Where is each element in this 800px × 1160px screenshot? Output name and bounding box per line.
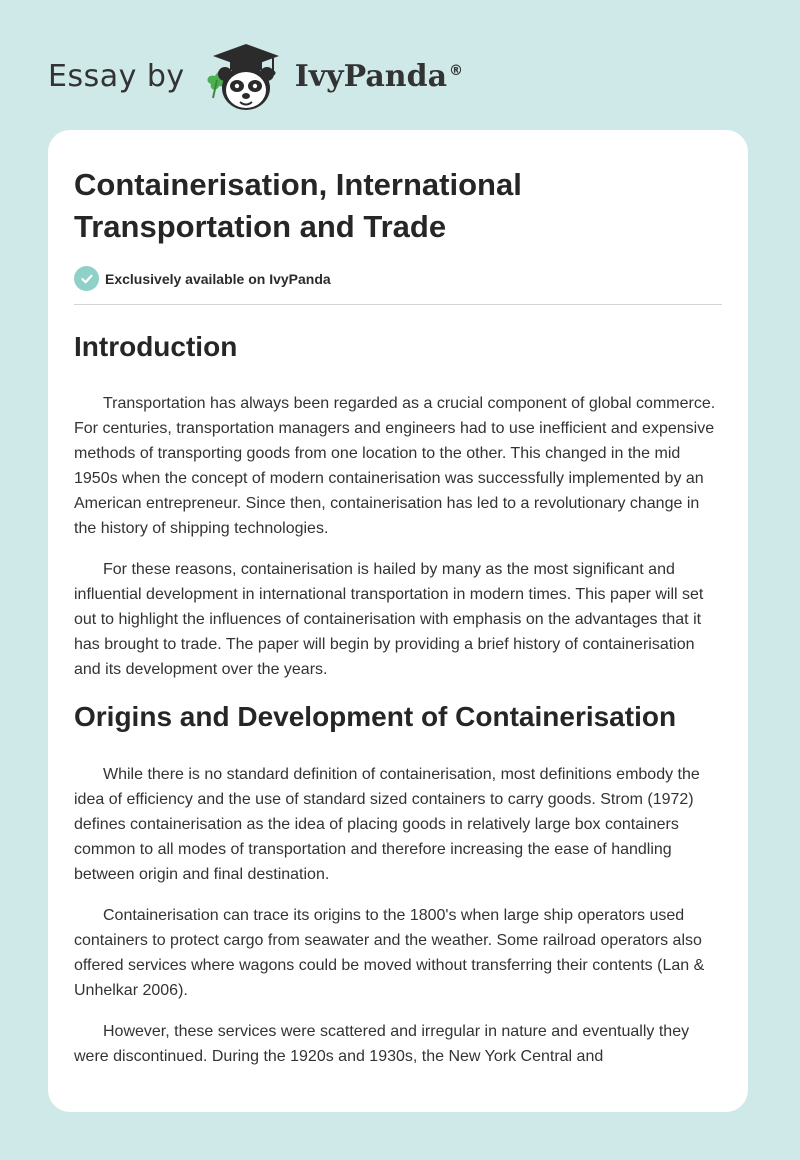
section-heading: Introduction [74, 331, 238, 362]
section-introduction [74, 329, 722, 682]
ivypanda-logo-link[interactable] [203, 38, 463, 114]
essay-title: Containerisation, International Transportation and Trade [74, 167, 522, 244]
title-divider [74, 304, 722, 305]
exclusive-badge-label: Exclusively available on IvyPanda [105, 270, 331, 287]
paragraph: While there is no standard definition of containerisation, most definitions embody the idea of efficiency and the use of standard sized containers to carry goods. Strom (1972) defines containerisation as the idea of placing goods in relatively large box containers common to all modes of transportation and therefore increasing the ease of handling between origin and final destination. [74, 766, 700, 883]
brand-name [295, 59, 463, 94]
paragraph: Transportation has always been regarded as a crucial component of global commerce. For centuries, transportation managers and engineers had to use inefficient and expensive methods of transporting goods from one location to the other. This changed in the mid 1950s when the concept of modern containerisation was successfully implemented by an American entrepreneur. Since then, containerisation has led to a revolutionary change in the history of shipping technologies. [74, 395, 716, 537]
brand-prefix: Essay by [48, 58, 185, 94]
site-header [48, 36, 463, 116]
section-origins [74, 698, 722, 1069]
paragraph: Containerisation can trace its origins to the 1800's when large ship operators used containers to protect cargo from seawater and the weather. Some railroad operators also offered services where wagons could be moved without transferring their contents (Lan & Unhelkar 2006). [74, 907, 705, 999]
paragraph: However, these services were scattered and irregular in nature and eventually they were discontinued. During the 1920s and 1930s, the New York Central and [74, 1023, 690, 1065]
exclusive-badge [74, 266, 722, 291]
section-heading: Origins and Development of Containerisation [74, 701, 677, 732]
panda-graduation-cap-icon [203, 38, 289, 114]
essay-card [48, 130, 748, 1112]
registered-mark: ® [449, 62, 464, 79]
paragraph: For these reasons, containerisation is hailed by many as the most significant and influential development in international transportation in modern times. This paper will set out to highlight the influences of containerisation with emphasis on the advantages that it has brought to trade. The paper will begin by providing a brief history of containerisation and its development over the years. [74, 561, 704, 678]
check-circle-icon [74, 266, 99, 291]
brand-name-text: IvyPanda [294, 58, 448, 94]
